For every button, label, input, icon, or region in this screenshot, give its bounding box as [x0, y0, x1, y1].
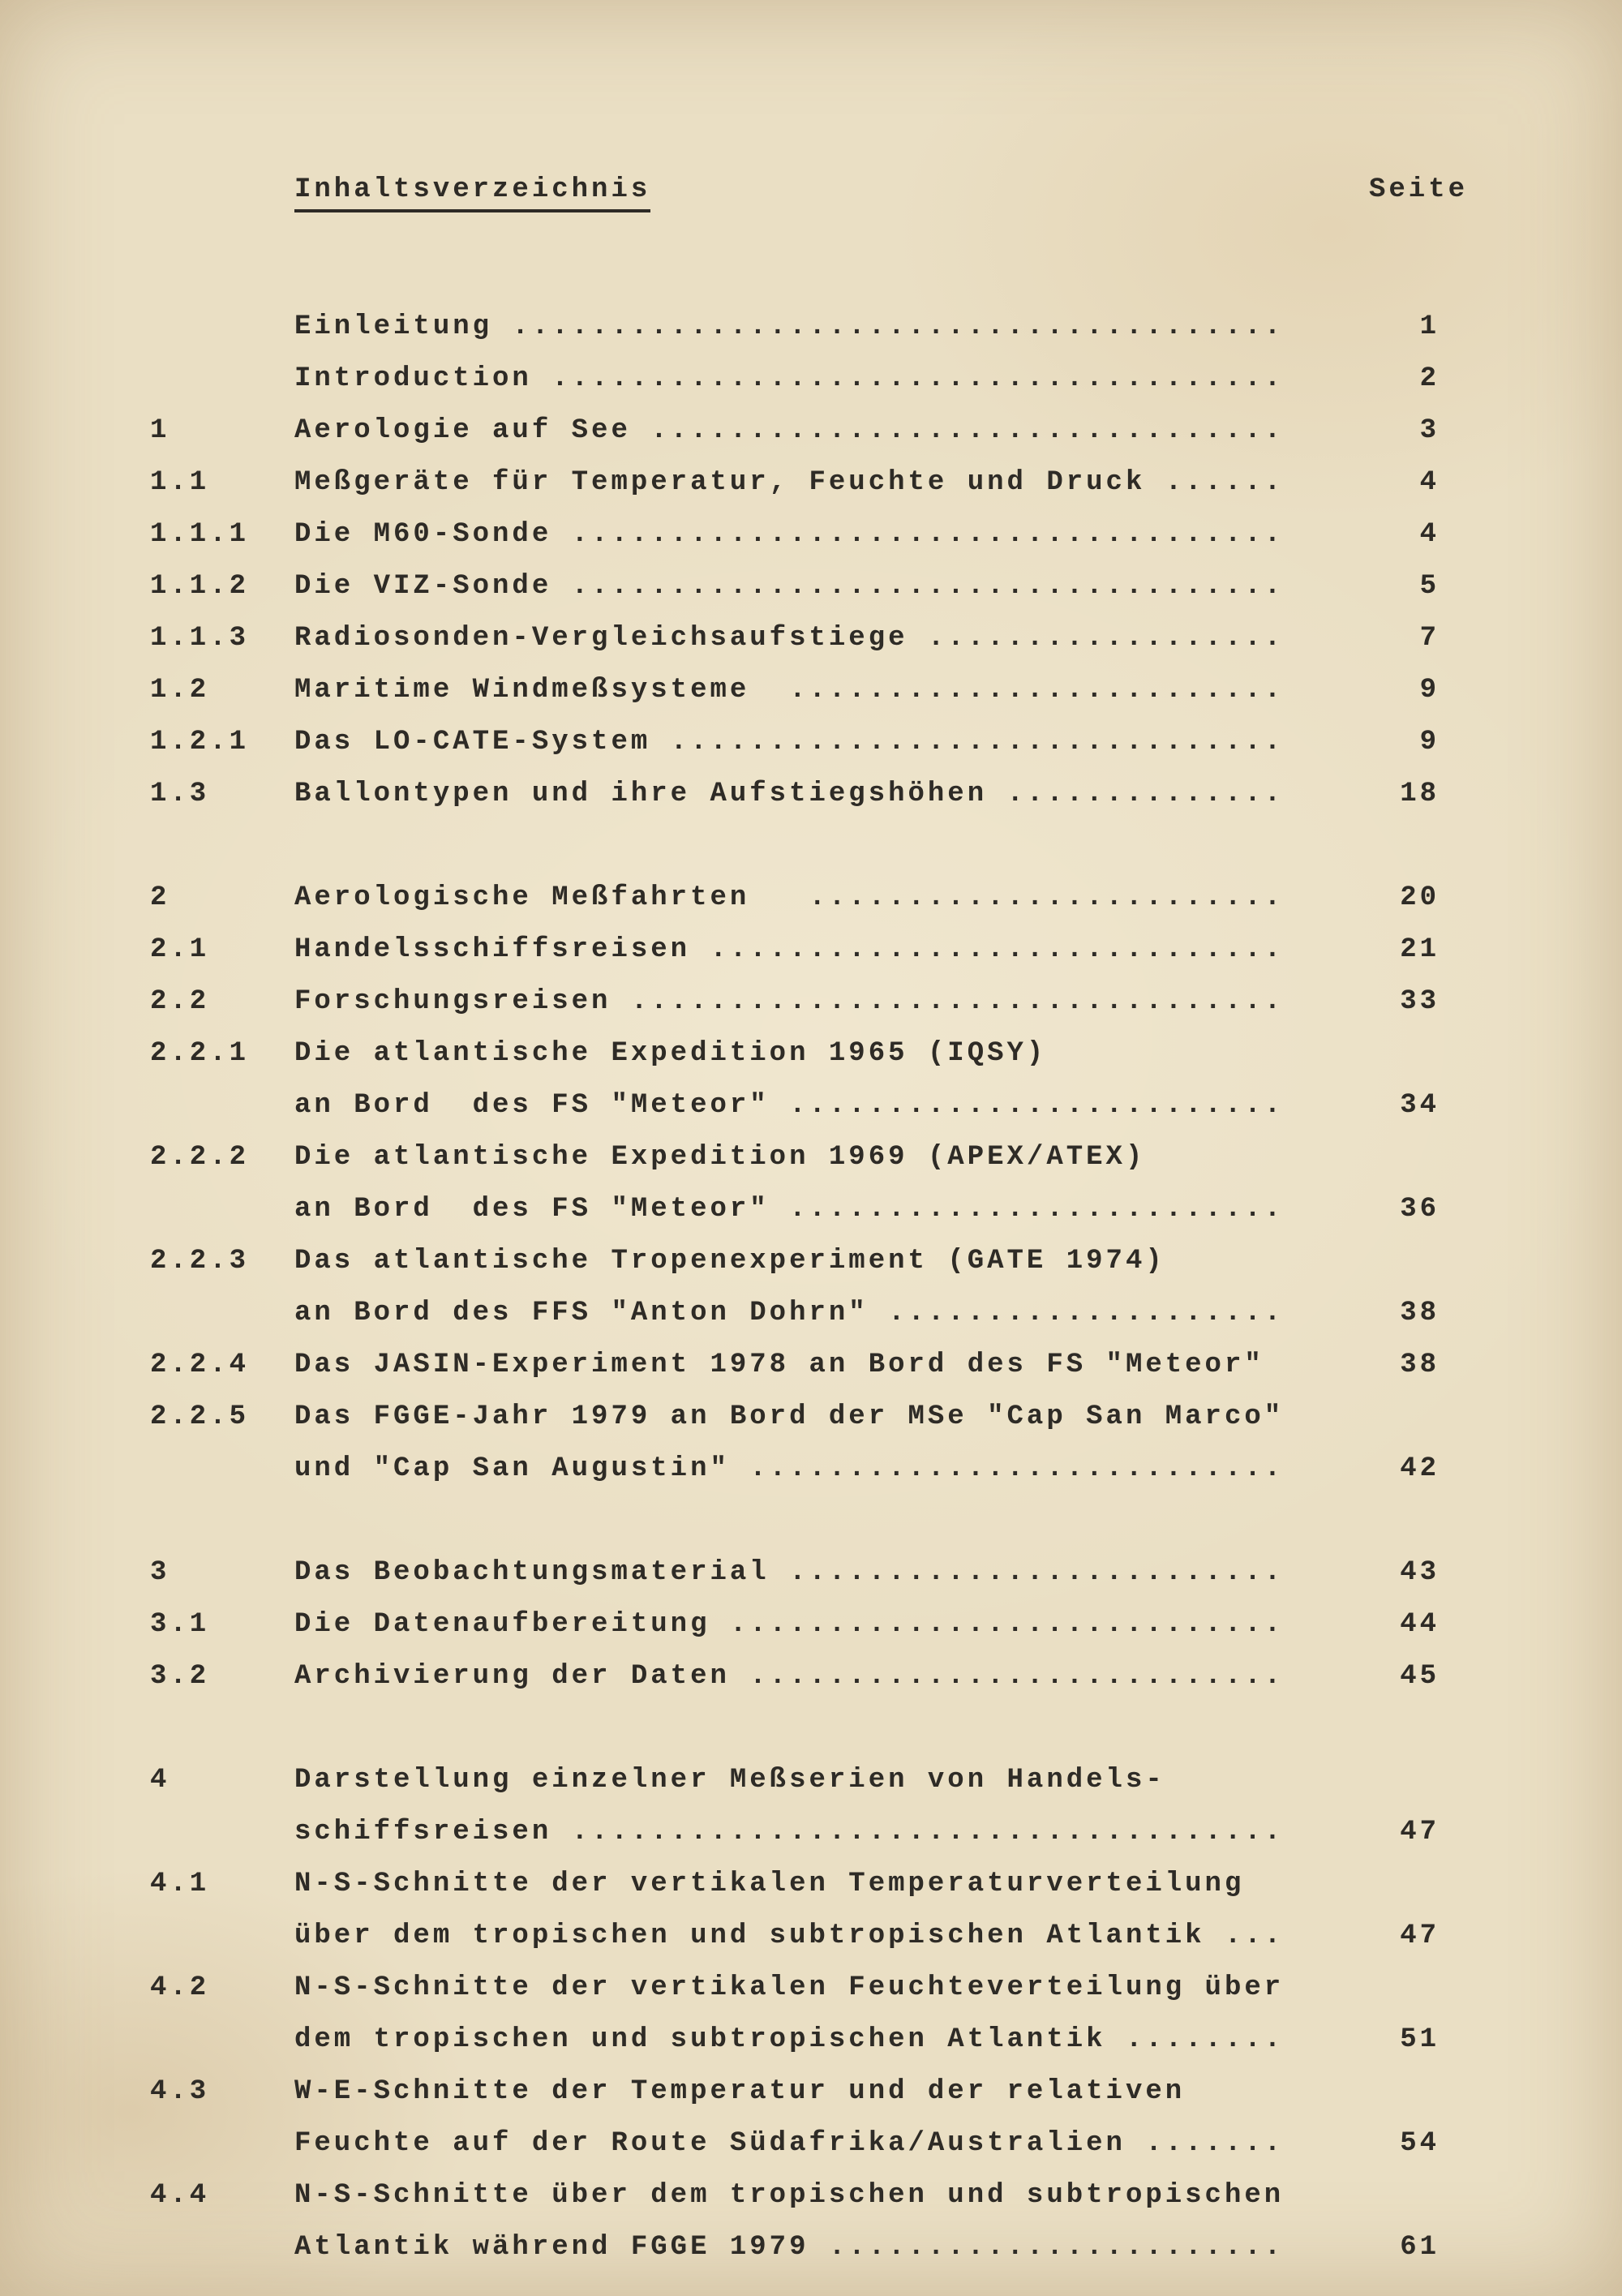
toc-row [150, 1235, 1440, 1287]
toc-entry-title: N-S-Schnitte der vertikalen Temperaturverteilung [294, 1869, 1245, 1899]
toc-entry-title: und "Cap San Augustin" ........................... [294, 1453, 1285, 1484]
toc-row [150, 560, 1440, 612]
toc-entry-page: 33 [1400, 986, 1440, 1017]
toc-entry-page: 36 [1400, 1194, 1440, 1225]
toc-row [150, 1287, 1440, 1339]
toc-entry-number: 4 [150, 1765, 170, 1796]
toc-entry-number [150, 1443, 294, 1495]
toc-entry-title: Feuchte auf der Route Südafrika/Australien ....... [294, 2128, 1285, 2159]
toc-row [150, 1183, 1440, 1235]
toc-entry-number [150, 1910, 294, 1962]
toc-entry-page: 43 [1400, 1557, 1440, 1588]
toc-entry-title: Maritime Windmeßsysteme ......................... [294, 675, 1285, 706]
toc-entry-page: 38 [1400, 1298, 1440, 1328]
toc-row [150, 716, 1440, 768]
toc-entry-number: 2.2.3 [150, 1246, 250, 1277]
toc-entry-title: Das LO-CATE-System ............................... [294, 727, 1285, 757]
toc-entry-page: 1 [1419, 311, 1440, 342]
toc-entry-title: Atlantik während FGGE 1979 ....................... [294, 2232, 1285, 2263]
toc-entry-page: 47 [1400, 1817, 1440, 1848]
toc-entry-page [1349, 1028, 1440, 1079]
toc-entry-number: 2.2.2 [150, 1142, 250, 1173]
toc-row [150, 1131, 1440, 1183]
toc-entry-number: 1.3 [150, 779, 210, 809]
toc-entry-number [150, 353, 294, 405]
toc-entry-page: 47 [1400, 1920, 1440, 1951]
toc-row [150, 1858, 1440, 1910]
toc-entry-page [1349, 1754, 1440, 1806]
toc-entry-title: Introduction ..................................... [294, 363, 1285, 394]
toc-entry-title: Darstellung einzelner Meßserien von Handels- [294, 1765, 1165, 1796]
toc-row [150, 2169, 1440, 2221]
toc-row [150, 1547, 1440, 1599]
toc-entry-page: 61 [1400, 2232, 1440, 2263]
toc-rows [150, 301, 1440, 2273]
toc-entry-title: an Bord des FS "Meteor" ......................... [294, 1090, 1285, 1121]
toc-entry-title: Die atlantische Expedition 1965 (IQSY) [294, 1038, 1047, 1069]
toc-entry-number [150, 1183, 294, 1235]
toc-entry-page: 38 [1400, 1350, 1440, 1380]
toc-row [150, 2014, 1440, 2066]
toc-entry-number: 1.1.3 [150, 623, 250, 654]
toc-entry-page: 3 [1419, 415, 1440, 446]
toc-entry-page: 51 [1400, 2024, 1440, 2055]
toc-entry-page: 2 [1419, 363, 1440, 394]
toc-row [150, 2066, 1440, 2118]
toc-entry-title: N-S-Schnitte der vertikalen Feuchteverteilung über [294, 1972, 1285, 2003]
toc-entry-number [150, 1287, 294, 1339]
toc-entry-title: Einleitung ....................................... [294, 311, 1285, 342]
toc-entry-page: 42 [1400, 1453, 1440, 1484]
toc-entry-title: Handelsschiffsreisen ............................. [294, 934, 1285, 965]
toc-row [150, 2221, 1440, 2273]
toc-entry-page: 4 [1419, 519, 1440, 550]
toc-row [150, 872, 1440, 924]
toc-entry-number: 4.3 [150, 2076, 210, 2107]
toc-row [150, 1079, 1440, 1131]
toc-row [150, 768, 1440, 820]
toc-row [150, 1754, 1440, 1806]
toc-row [150, 664, 1440, 716]
toc-entry-title: Das Beobachtungsmaterial ......................... [294, 1557, 1285, 1588]
toc-entry-page: 21 [1400, 934, 1440, 965]
toc-entry-page: 34 [1400, 1090, 1440, 1121]
toc-entry-title: Die VIZ-Sonde .................................... [294, 571, 1285, 602]
toc-entry-number: 1 [150, 415, 170, 446]
toc-row [150, 301, 1440, 353]
toc-entry-number: 3 [150, 1557, 170, 1588]
toc-entry-number [150, 1806, 294, 1858]
toc-row [150, 1443, 1440, 1495]
toc-entry-number: 1.1.2 [150, 571, 250, 602]
toc-entry-page [1349, 1235, 1440, 1287]
page-title: Inhaltsverzeichnis [294, 174, 650, 212]
toc-row [150, 1391, 1440, 1443]
toc-header [150, 174, 1469, 226]
toc-entry-title: Die Datenaufbereitung ............................ [294, 1609, 1285, 1640]
toc-entry-page [1349, 1962, 1440, 2014]
toc-entry-title: Das JASIN-Experiment 1978 an Bord des FS "Meteor" [294, 1350, 1264, 1380]
page-column-label: Seite [1369, 174, 1469, 205]
toc-entry-number: 2.2.4 [150, 1350, 250, 1380]
toc-entry-title: Ballontypen und ihre Aufstiegshöhen .............. [294, 779, 1285, 809]
toc-entry-page: 18 [1400, 779, 1440, 809]
toc-entry-title: W-E-Schnitte der Temperatur und der relativen [294, 2076, 1186, 2107]
toc-row [150, 976, 1440, 1028]
toc-entry-number: 1.2 [150, 675, 210, 706]
toc-entry-page [1349, 2169, 1440, 2221]
toc-entry-page [1349, 1391, 1440, 1443]
toc-entry-title: Die M60-Sonde .................................... [294, 519, 1285, 550]
toc-entry-title: Das atlantische Tropenexperiment (GATE 1974) [294, 1246, 1165, 1277]
toc-entry-title: an Bord des FFS "Anton Dohrn" .................... [294, 1298, 1285, 1328]
toc-entry-page: 9 [1419, 727, 1440, 757]
toc-entry-page: 20 [1400, 882, 1440, 913]
toc-entry-number: 2.1 [150, 934, 210, 965]
toc-entry-number: 1.2.1 [150, 727, 250, 757]
toc-entry-number: 4.2 [150, 1972, 210, 2003]
toc-row [150, 1339, 1440, 1391]
toc-entry-number [150, 301, 294, 353]
toc-entry-number: 1.1 [150, 467, 210, 498]
toc-entry-page [1349, 1858, 1440, 1910]
toc-row [150, 509, 1440, 560]
toc-row [150, 405, 1440, 457]
toc-entry-title: dem tropischen und subtropischen Atlantik ........ [294, 2024, 1285, 2055]
toc-entry-title: Aerologie auf See ................................ [294, 415, 1285, 446]
toc-entry-number [150, 2221, 294, 2273]
toc-row [150, 457, 1440, 509]
toc-entry-number [150, 1079, 294, 1131]
toc-entry-number: 3.2 [150, 1661, 210, 1692]
toc-entry-title: schiffsreisen .................................... [294, 1817, 1285, 1848]
toc-entry-page: 9 [1419, 675, 1440, 706]
toc-entry-title: Das FGGE-Jahr 1979 an Bord der MSe "Cap San Marco" [294, 1401, 1285, 1432]
toc-entry-number: 4.4 [150, 2180, 210, 2211]
toc-row [150, 612, 1440, 664]
toc-entry-number: 1.1.1 [150, 519, 250, 550]
toc-entry-number: 4.1 [150, 1869, 210, 1899]
toc-entry-number: 2.2.5 [150, 1401, 250, 1432]
toc-row [150, 1910, 1440, 1962]
toc-entry-page: 44 [1400, 1609, 1440, 1640]
toc-entry-page: 54 [1400, 2128, 1440, 2159]
toc-entry-number: 2.2.1 [150, 1038, 250, 1069]
toc-entry-number [150, 2014, 294, 2066]
toc-entry-page [1349, 2066, 1440, 2118]
toc-row [150, 353, 1440, 405]
toc-entry-title: Forschungsreisen ................................. [294, 986, 1285, 1017]
toc-entry-page: 4 [1419, 467, 1440, 498]
toc-entry-number: 2.2 [150, 986, 210, 1017]
toc-entry-title: Archivierung der Daten ........................... [294, 1661, 1285, 1692]
toc-entry-title: Radiosonden-Vergleichsaufstiege .................. [294, 623, 1285, 654]
toc-row [150, 1962, 1440, 2014]
toc-entry-page: 45 [1400, 1661, 1440, 1692]
toc-row [150, 1599, 1440, 1650]
toc-entry-title: N-S-Schnitte über dem tropischen und subtropischen [294, 2180, 1285, 2211]
toc-row [150, 1650, 1440, 1702]
toc-entry-page [1349, 1131, 1440, 1183]
toc-row [150, 2118, 1440, 2169]
toc-entry-title: an Bord des FS "Meteor" ......................... [294, 1194, 1285, 1225]
toc-entry-number [150, 2118, 294, 2169]
toc-entry-title: Aerologische Meßfahrten ........................ [294, 882, 1285, 913]
toc-entry-title: Meßgeräte für Temperatur, Feuchte und Druck ...... [294, 467, 1285, 498]
toc-entry-title: Die atlantische Expedition 1969 (APEX/ATEX) [294, 1142, 1146, 1173]
toc-entry-number: 2 [150, 882, 170, 913]
toc-row [150, 1028, 1440, 1079]
toc-entry-title: über dem tropischen und subtropischen Atlantik ... [294, 1920, 1285, 1951]
toc-entry-page: 5 [1419, 571, 1440, 602]
toc-entry-number: 3.1 [150, 1609, 210, 1640]
toc-row [150, 1806, 1440, 1858]
toc-row [150, 924, 1440, 976]
toc-entry-page: 7 [1419, 623, 1440, 654]
